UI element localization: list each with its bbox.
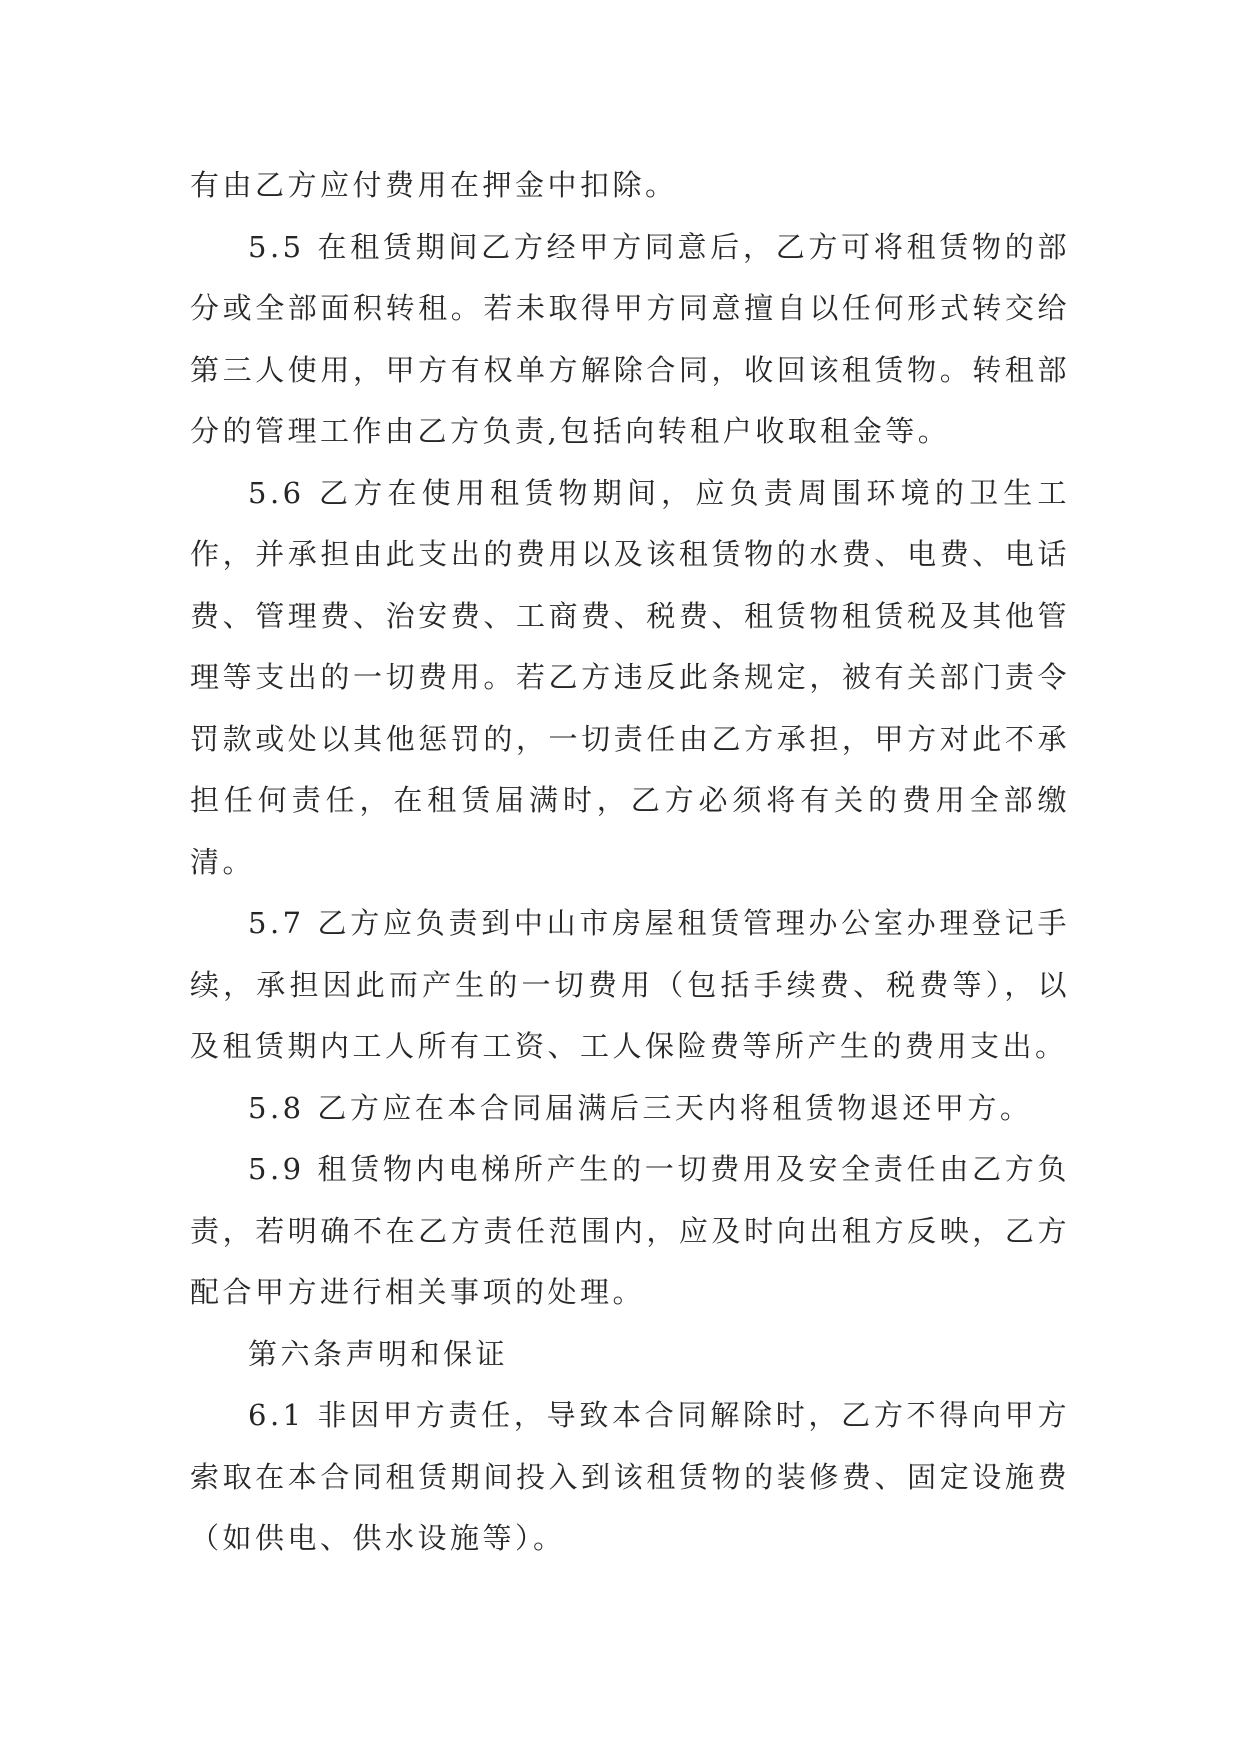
clause-5-6: 5.6 乙方在使用租赁物期间，应负责周围环境的卫生工作，并承担由此支出的费用以及该租赁物的水费、电费、电话费、管理费、治安费、工商费、税费、租赁物租赁税及其他管理等支出的一切费用。若乙方违反此条规定，被有关部门责令罚款或处以其他惩罚的，一切责任由乙方承担，甲方对此不承担任何责任，在租赁届满时，乙方必须将有关的费用全部缴清。 (190, 475, 1070, 879)
clause-5-9: 5.9 租赁物内电梯所产生的一切费用及安全责任由乙方负责，若明确不在乙方责任范围内，应及时向出租方反映，乙方配合甲方进行相关事项的处理。 (190, 1152, 1070, 1309)
clause-5-5: 5.5 在租赁期间乙方经甲方同意后，乙方可将租赁物的部分或全部面积转租。若未取得甲方同意擅自以任何形式转交给第三人使用，甲方有权单方解除合同，收回该租赁物。转租部分的管理工作由乙方负责,包括向转租户收取租金等。 (190, 229, 1070, 448)
article-6-heading: 第六条声明和保证 (248, 1336, 509, 1371)
clause-5-8: 5.8 乙方应在本合同届满后三天内将租赁物退还甲方。 (248, 1090, 1033, 1125)
clause-5-7: 5.7 乙方应负责到中山市房屋租赁管理办公室办理登记手续，承担因此而产生的一切费用（包括手续费、税费等），以及租赁期内工人所有工资、工人保险费等所产生的费用支出。 (190, 906, 1070, 1063)
paragraph-continuation: 有由乙方应付费用在押金中扣除。 (190, 168, 678, 202)
document-body (190, 155, 1070, 1570)
clause-6-1: 6.1 非因甲方责任，导致本合同解除时，乙方不得向甲方索取在本合同租赁期间投入到该租赁物的装修费、固定设施费（如供电、供水设施等）。 (190, 1398, 1070, 1555)
